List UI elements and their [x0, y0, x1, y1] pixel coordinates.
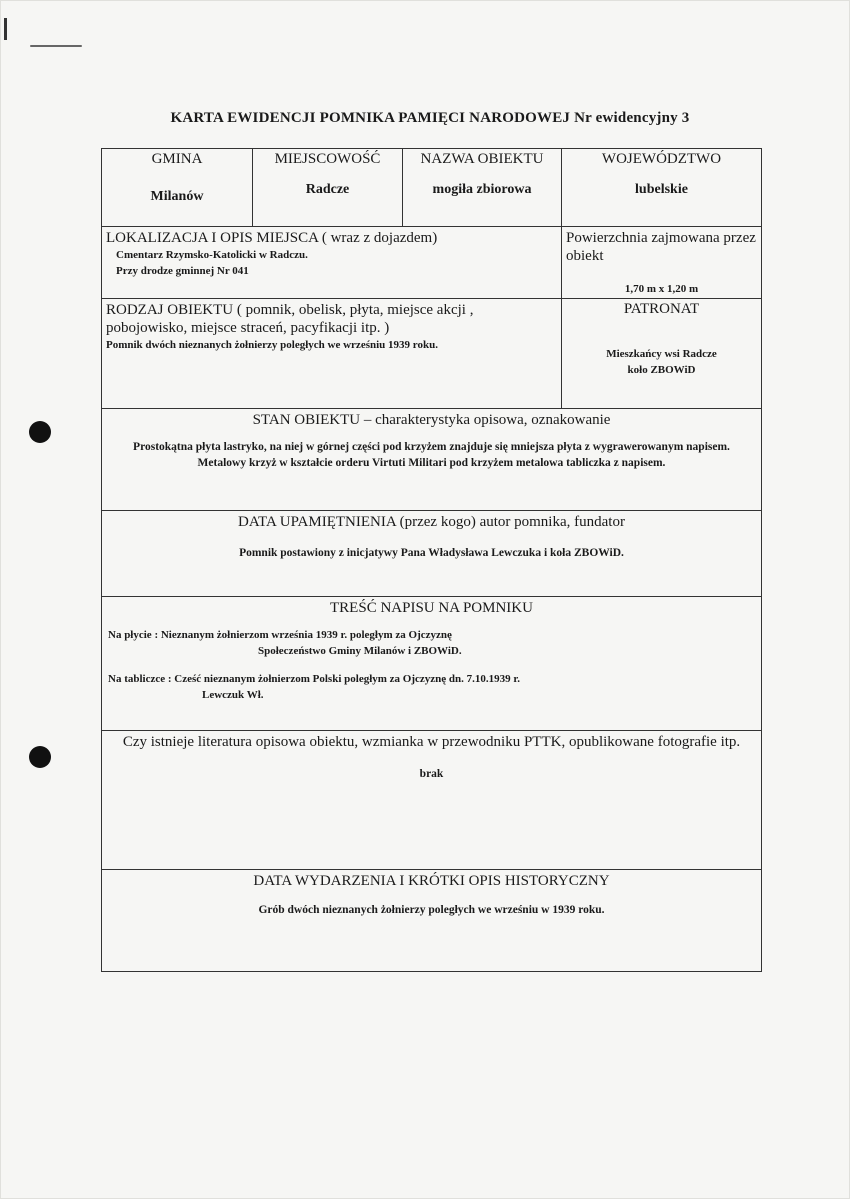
wojewodztwo-cell: [562, 149, 762, 227]
rodzaj-cell: [102, 299, 562, 409]
scan-mark: [4, 18, 7, 40]
patronat-label: PATRONAT: [623, 301, 700, 317]
tresc-cell: [102, 597, 762, 731]
punch-hole-top: [29, 421, 51, 443]
lokalizacja-label: LOKALIZACJA I OPIS MIEJSCA ( wraz z dojazdem): [106, 230, 438, 246]
nazwa-label: NAZWA OBIEKTU: [420, 151, 544, 167]
gmina-cell: [102, 149, 253, 227]
historia-label: DATA WYDARZENIA I KRÓTKI OPIS HISTORYCZNY: [253, 873, 610, 889]
literatura-value: brak: [419, 768, 444, 780]
nazwa-cell: [403, 149, 562, 227]
literatura-label: Czy istnieje literatura opisowa obiektu, wzmianka w przewodniku PTTK, opublikowane fotografie itp.: [122, 734, 741, 750]
data-upamietnienia-label: DATA UPAMIĘTNIENIA (przez kogo) autor pomnika, fundator: [238, 514, 625, 530]
rodzaj-value: Pomnik dwóch nieznanych żołnierzy poległych we wrześniu 1939 roku.: [106, 339, 438, 351]
rodzaj-label: RODZAJ OBIEKTU ( pomnik, obelisk, płyta, miejsce akcji , pobojowisko, miejsce straceń, pacyfikacji itp. ): [106, 302, 474, 336]
miejscowosc-value: Radcze: [305, 182, 350, 197]
patronat-cell: [562, 299, 762, 409]
data-upamietnienia-cell: [102, 511, 762, 597]
patronat-line1: Mieszkańcy wsi Radcze: [606, 348, 717, 360]
stan-label: STAN OBIEKTU – charakterystyka opisowa, oznakowanie: [252, 412, 611, 428]
gmina-value: Milanów: [150, 189, 204, 204]
historia-cell: [102, 870, 762, 972]
tresc-label: TREŚĆ NAPISU NA POMNIKU: [330, 600, 533, 616]
punch-hole-bottom: [29, 746, 51, 768]
pen-scribble: [30, 45, 82, 47]
wojewodztwo-label: WOJEWÓDZTWO: [601, 151, 722, 167]
tresc-tabliczka-line1: Na tabliczce : Cześć nieznanym żołnierzom Polski poległym za Ojczyznę dn. 7.10.1939 r.: [108, 673, 521, 685]
tresc-plyta-line1: Na płycie : Nieznanym żołnierzom września 1939 r. poległym za Ojczyznę: [108, 629, 452, 641]
miejscowosc-label: MIEJSCOWOŚĆ: [274, 151, 381, 167]
document-title: KARTA EWIDENCJI POMNIKA PAMIĘCI NARODOWEJ Nr ewidencyjny 3: [170, 110, 690, 126]
lokalizacja-line2: Przy drodze gminnej Nr 041: [116, 265, 249, 277]
stan-value: Prostokątna płyta lastryko, na niej w górnej części pod krzyżem znajduje się mniejsza płyta z wygrawerowanym napisem. Metalowy krzyż w kształcie orderu Virtuti Militari pod krzyżem metalowa tabliczka z napisem.: [133, 441, 730, 469]
literatura-cell: [102, 731, 762, 870]
miejscowosc-cell: [253, 149, 403, 227]
nazwa-value: mogiła zbiorowa: [432, 182, 532, 197]
wojewodztwo-value: lubelskie: [635, 182, 688, 197]
lokalizacja-cell: [102, 227, 562, 299]
powierzchnia-cell: [562, 227, 762, 299]
powierzchnia-label: Powierzchnia zajmowana przez obiekt: [566, 230, 756, 264]
tresc-tabliczka-line2: Lewczuk Wł.: [202, 689, 264, 701]
stan-cell: [102, 409, 762, 511]
record-card-table: [101, 148, 762, 972]
powierzchnia-value: 1,70 m x 1,20 m: [624, 283, 699, 295]
tresc-plyta-line2: Społeczeństwo Gminy Milanów i ZBOWiD.: [258, 645, 462, 657]
lokalizacja-line1: Cmentarz Rzymsko-Katolicki w Radczu.: [116, 249, 308, 261]
data-upamietnienia-value: Pomnik postawiony z inicjatywy Pana Władysława Lewczuka i koła ZBOWiD.: [239, 547, 624, 559]
patronat-line2: koło ZBOWiD: [627, 364, 696, 376]
gmina-label: GMINA: [151, 151, 203, 167]
historia-value: Grób dwóch nieznanych żołnierzy poległych we wrześniu w 1939 roku.: [258, 904, 605, 916]
